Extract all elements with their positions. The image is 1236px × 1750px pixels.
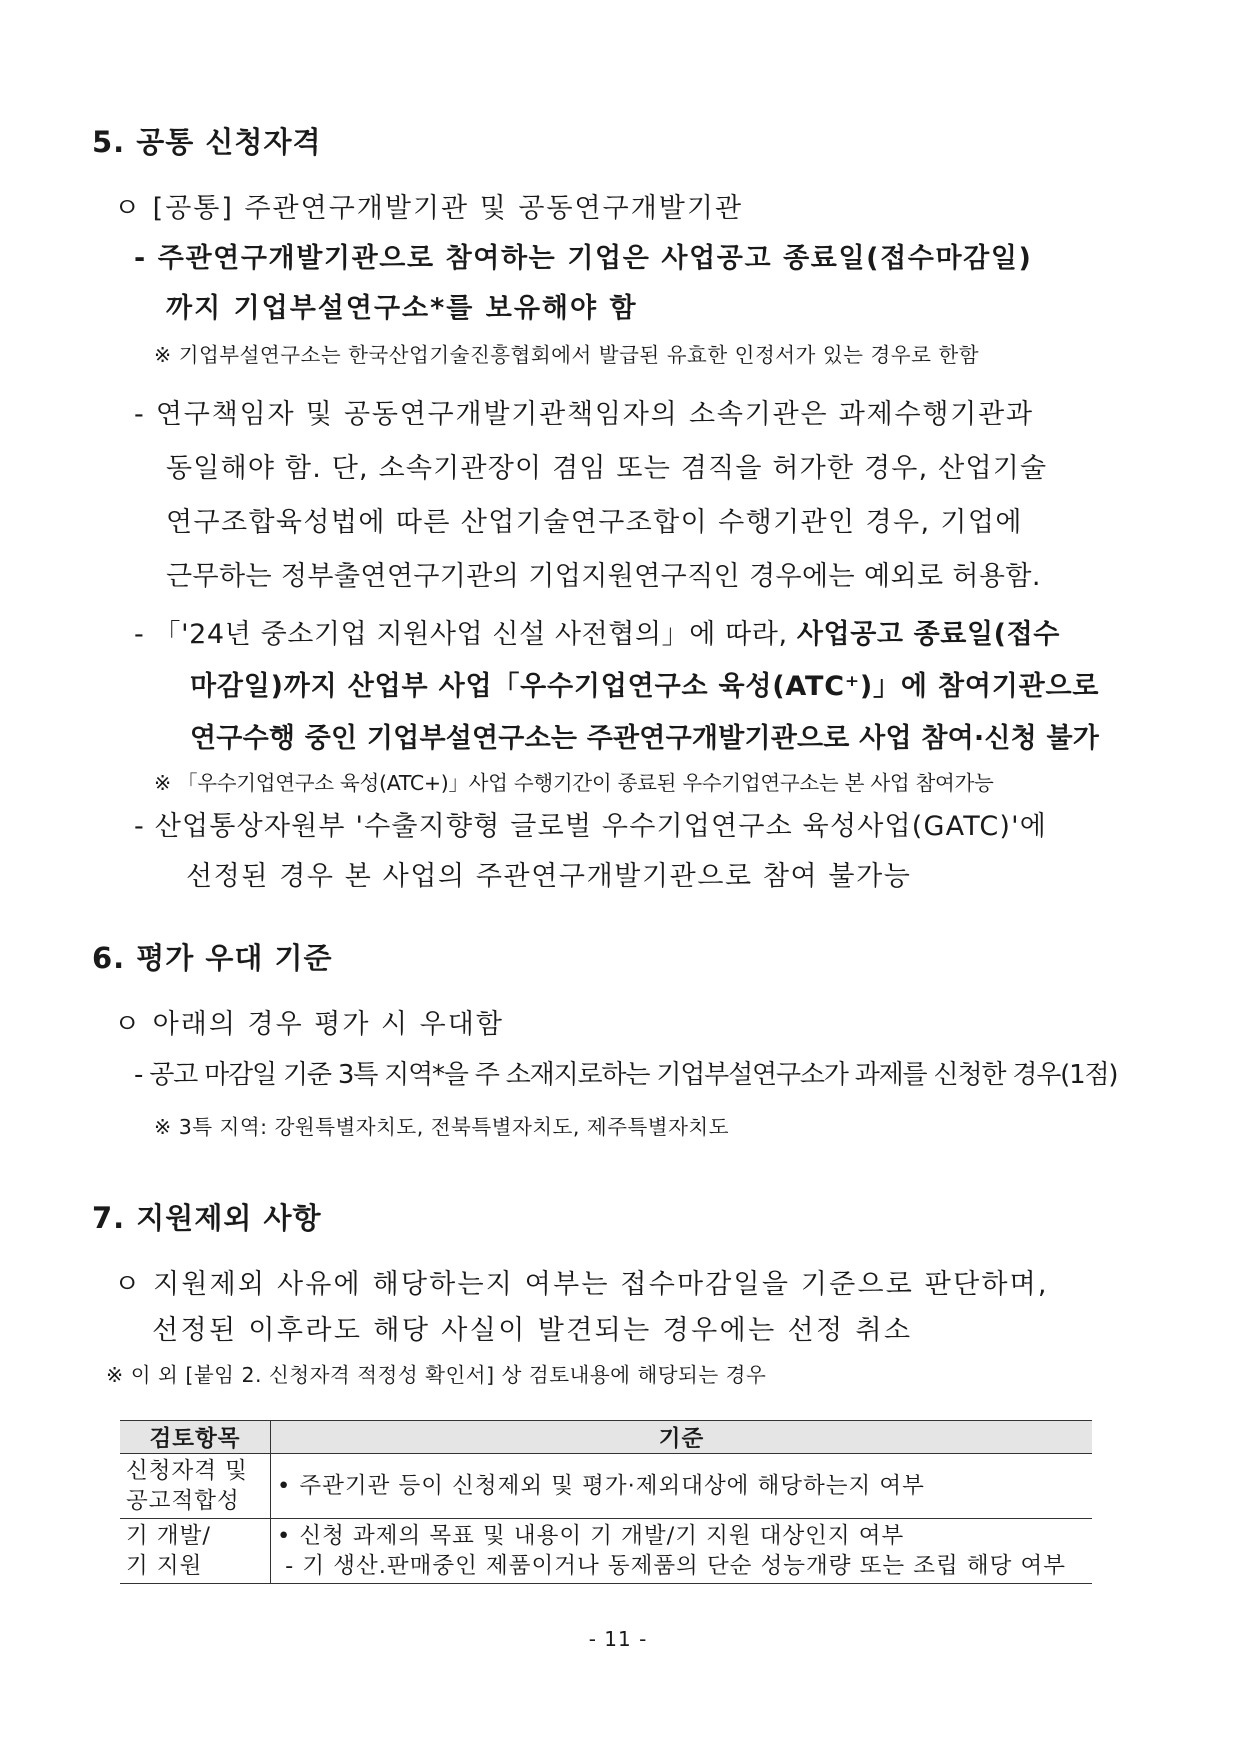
section6-bullet: ㅇ 아래의 경우 평가 시 우대함: [114, 1009, 504, 1040]
table-header-item: 검토항목: [120, 1421, 271, 1454]
section5-note1: ※ 기업부설연구소는 한국산업기술진흥협회에서 발급된 유효한 인정서가 있는 경우로 한함: [154, 343, 980, 367]
section5-heading: 5. 공통 신청자격: [92, 125, 322, 159]
section5-item3-line1: [134, 612, 1060, 651]
table-row: [120, 1454, 1092, 1519]
section7-note: ※ 이 외 [붙임 2. 신청자격 적정성 확인서] 상 검토내용에 해당되는 경우: [106, 1363, 767, 1387]
table-cell-item: [120, 1519, 271, 1584]
section5-item2-line2: 동일해야 함. 단, 소속기관장이 겸임 또는 겸직을 허가한 경우, 산업기술: [166, 453, 1048, 484]
section5-item3-line2: 마감일)까지 산업부 사업「우수기업연구소 육성(ATC⁺)」에 참여기관으로: [190, 671, 1100, 702]
section5-item4-line1: - 산업통상자원부 '수출지향형 글로벌 우수기업연구소 육성사업(GATC)'에: [134, 811, 1048, 842]
criteria-table: [120, 1420, 1092, 1584]
section6-item1: - 공고 마감일 기준 3특 지역*을 주 소재지로하는 기업부설연구소가 과제를 신청한 경우(1점): [134, 1060, 1118, 1090]
section5-item3-line1-bold: 사업공고 종료일(접수: [796, 619, 1060, 650]
row2-item-line2: 기 지원: [126, 1553, 203, 1579]
section5-item1-line1: - 주관연구개발기관으로 참여하는 기업은 사업공고 종료일(접수마감일): [134, 243, 1033, 274]
row1-item-line2: 공고적합성: [126, 1488, 240, 1514]
row1-item-line1: 신청자격 및: [126, 1458, 248, 1484]
section5-item3-line1-normal: - 「'24년 중소기업 지원사업 신설 사전협의」에 따라,: [134, 619, 788, 650]
section5-item3-line3: 연구수행 중인 기업부설연구소는 주관연구개발기관으로 사업 참여·신청 불가: [190, 723, 1100, 754]
section6-heading: 6. 평가 우대 기준: [92, 941, 333, 975]
section5-item2-line3: 연구조합육성법에 따른 산업기술연구조합이 수행기관인 경우, 기업에: [166, 507, 1023, 538]
row2-item-line1: 기 개발/: [126, 1523, 211, 1549]
section5-item2-line1: - 연구책임자 및 공동연구개발기관책임자의 소속기관은 과제수행기관과: [134, 399, 1034, 430]
section5-item1-line2: 까지 기업부설연구소*를 보유해야 함: [166, 293, 638, 324]
row2-criteria-line2: - 기 생산.판매중인 제품이거나 동제품의 단순 성능개량 또는 조립 해당 여부: [277, 1553, 1066, 1579]
table-cell-criteria: [271, 1519, 1093, 1584]
row2-criteria-line1: • 신청 과제의 목표 및 내용이 기 개발/기 지원 대상인지 여부: [277, 1523, 905, 1549]
table-header-row: [120, 1421, 1092, 1454]
table-header-criteria: 기준: [271, 1421, 1093, 1454]
table-cell-item: [120, 1454, 271, 1519]
page-number: - 11 -: [588, 1627, 648, 1651]
section5-item2-line4: 근무하는 정부출연연구기관의 기업지원연구직인 경우에는 예외로 허용함.: [166, 561, 1041, 592]
row1-criteria: • 주관기관 등이 신청제외 및 평가·제외대상에 해당하는지 여부: [271, 1454, 1093, 1519]
section7-heading: 7. 지원제외 사항: [92, 1201, 322, 1235]
section5-item4-line2: 선정된 경우 본 사업의 주관연구개발기관으로 참여 불가능: [186, 861, 912, 892]
section5-bullet: ㅇ [공통] 주관연구개발기관 및 공동연구개발기관: [114, 193, 744, 224]
section7-bullet-line2: 선정된 이후라도 해당 사실이 발견되는 경우에는 선정 취소: [152, 1315, 913, 1346]
section7-bullet-line1: ㅇ 지원제외 사유에 해당하는지 여부는 접수마감일을 기준으로 판단하며,: [114, 1269, 1049, 1300]
table-row: [120, 1519, 1092, 1584]
section5-note2: ※ 「우수기업연구소 육성(ATC+)」사업 수행기간이 종료된 우수기업연구소는 본 사업 참여가능: [154, 771, 994, 795]
section6-note: ※ 3특 지역: 강원특별자치도, 전북특별자치도, 제주특별자치도: [154, 1115, 730, 1139]
